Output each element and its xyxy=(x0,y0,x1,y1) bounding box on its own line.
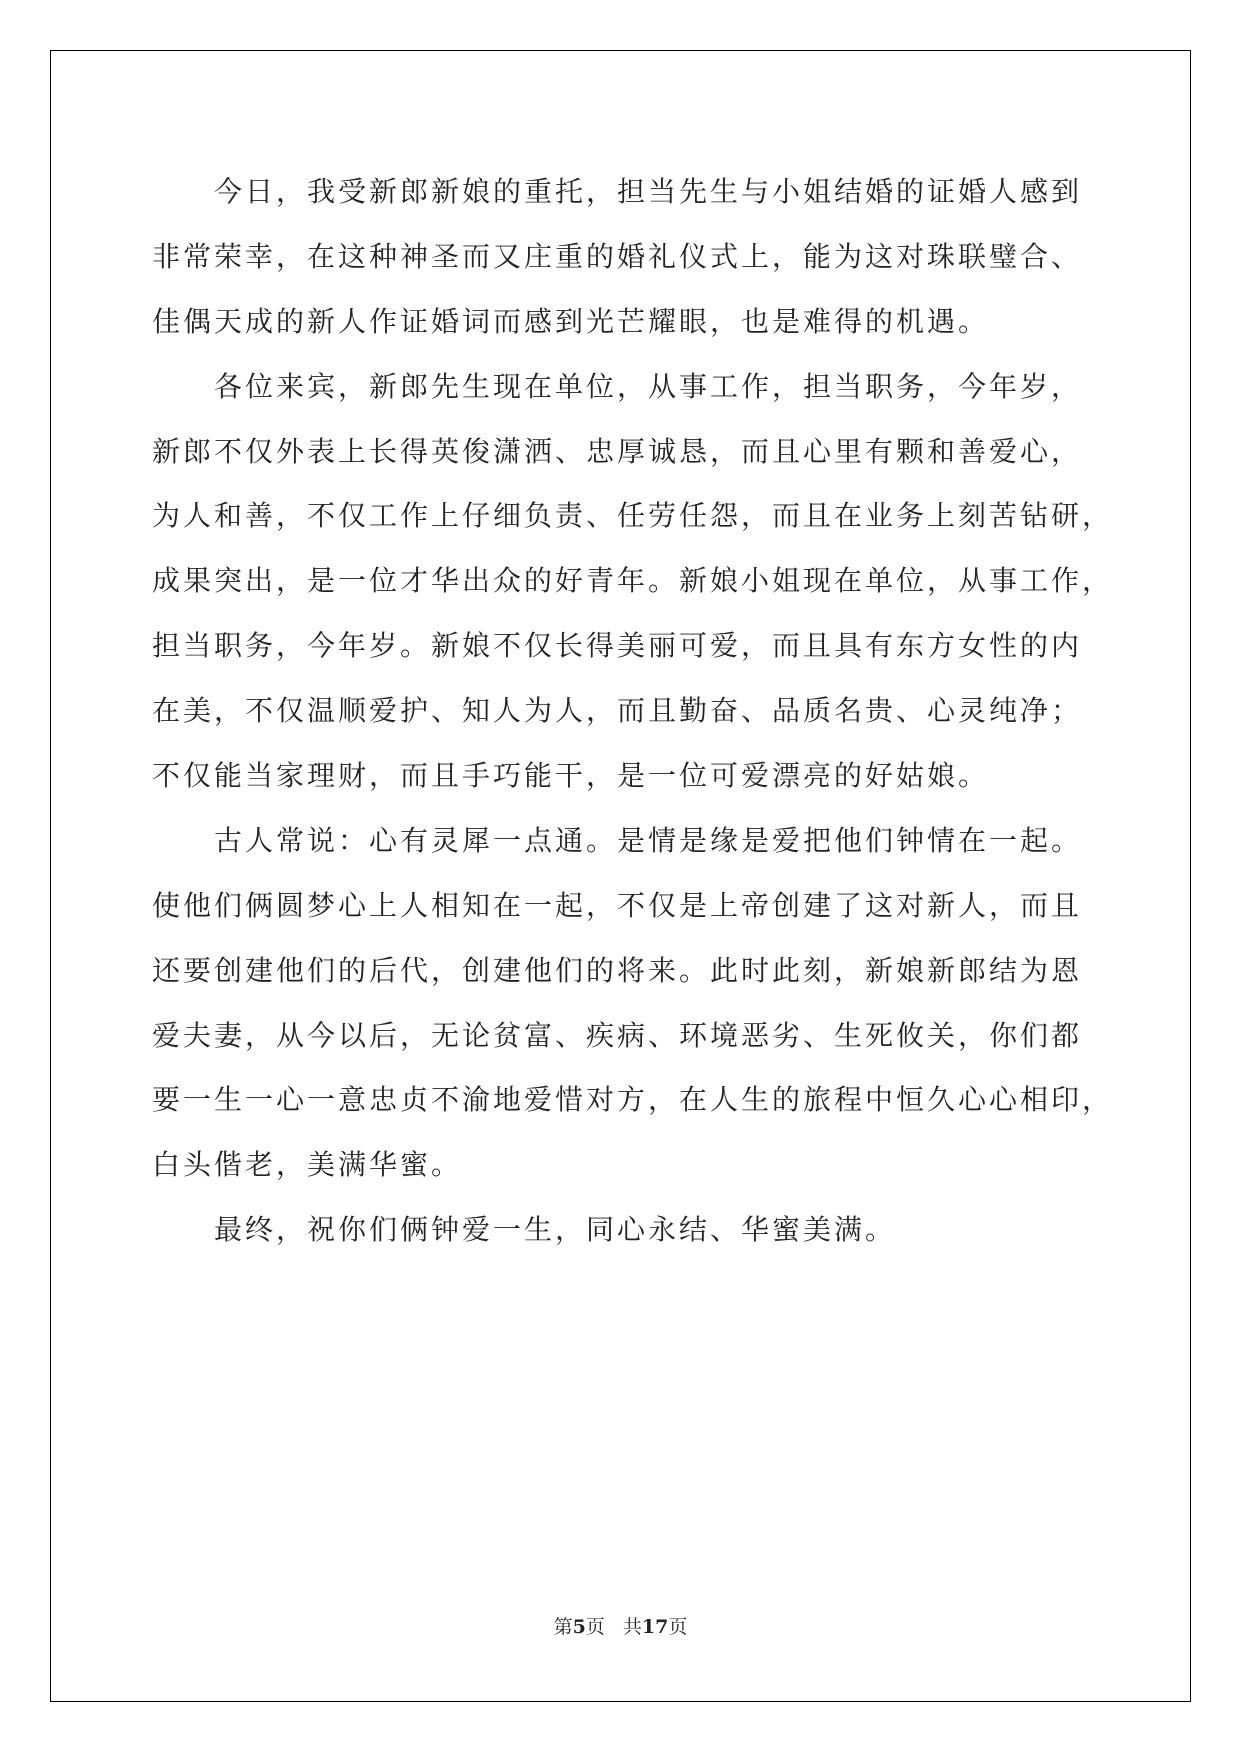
total-pages: 17 xyxy=(641,1616,669,1638)
page-suffix: 页 xyxy=(585,1616,605,1638)
text-line: 使他们俩圆梦心上人相知在一起，不仅是上帝创建了这对新人，而且 xyxy=(152,888,1083,922)
page-number: 5 xyxy=(572,1616,586,1638)
text-line: 为人和善，不仅工作上仔细负责、任劳任怨，而且在业务上刻苦钻研， xyxy=(152,499,1114,533)
text-line: 要一生一心一意忠贞不渝地爱惜对方，在人生的旅程中恒久心心相印， xyxy=(152,1083,1114,1117)
total-suffix: 页 xyxy=(668,1616,688,1638)
page-prefix: 第 xyxy=(553,1616,573,1638)
text-line: 白头偕老，美满华蜜。 xyxy=(152,1148,463,1182)
text-line: 最终，祝你们俩钟爱一生，同心永结、华蜜美满。 xyxy=(214,1213,897,1247)
text-line: 古人常说：心有灵犀一点通。是情是缘是爱把他们钟情在一起。 xyxy=(214,823,1083,857)
text-line: 担当职务，今年岁。新娘不仅长得美丽可爱，而且具有东方女性的内 xyxy=(152,629,1083,663)
total-prefix: 共 xyxy=(622,1616,642,1638)
text-line: 成果突出，是一位才华出众的好青年。新娘小姐现在单位，从事工作， xyxy=(152,564,1114,598)
text-line: 佳偶天成的新人作证婚词而感到光芒耀眼，也是难得的机遇。 xyxy=(152,304,990,338)
page-footer xyxy=(0,1612,1241,1639)
text-line: 在美，不仅温顺爱护、知人为人，而且勤奋、品质名贵、心灵纯净； xyxy=(152,694,1083,728)
text-line: 今日，我受新郎新娘的重托，担当先生与小姐结婚的证婚人感到 xyxy=(214,175,1083,208)
document-body xyxy=(152,160,1114,1263)
text-line: 还要创建他们的后代，创建他们的将来。此时此刻，新娘新郎结为恩 xyxy=(152,953,1083,987)
text-line: 各位来宾，新郎先生现在单位，从事工作，担当职务，今年岁， xyxy=(214,369,1083,403)
text-line: 不仅能当家理财，而且手巧能干，是一位可爱漂亮的好姑娘。 xyxy=(152,759,990,793)
text-line: 新郎不仅外表上长得英俊潇洒、忠厚诚恳，而且心里有颗和善爱心， xyxy=(152,434,1083,468)
text-line: 非常荣幸，在这种神圣而又庄重的婚礼仪式上，能为这对珠联璧合、 xyxy=(152,239,1083,273)
text-line: 爱夫妻，从今以后，无论贫富、疾病、环境恶劣、生死攸关，你们都 xyxy=(152,1018,1083,1052)
